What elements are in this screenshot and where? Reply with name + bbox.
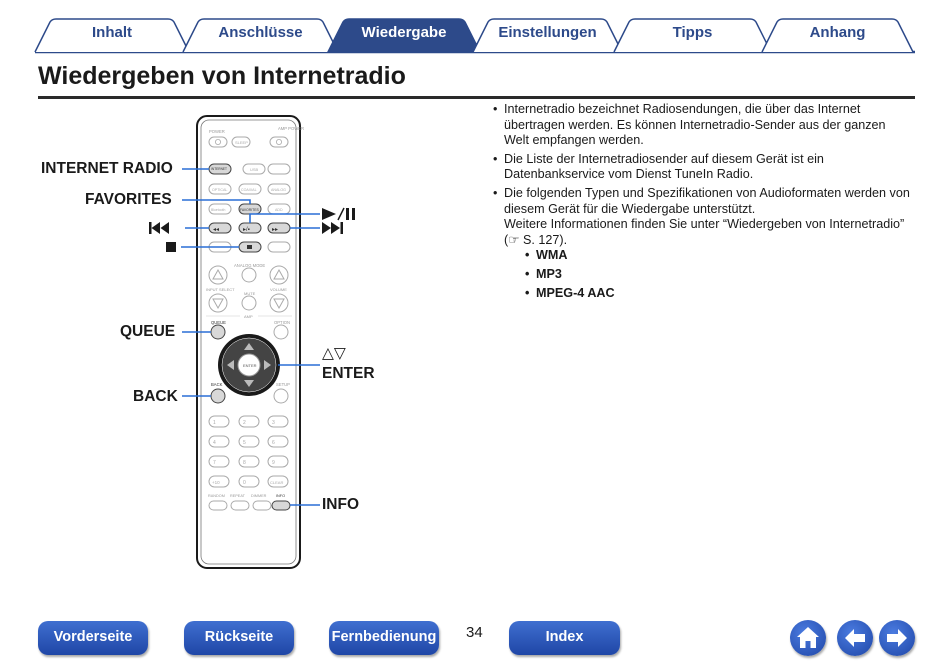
callout-enter: ENTER	[322, 365, 375, 382]
optical-button[interactable]	[209, 184, 231, 194]
chapter-tabs	[0, 0, 950, 60]
sleep-button[interactable]	[232, 137, 250, 147]
index-button[interactable]: Index	[509, 621, 620, 655]
amp-power-button[interactable]	[270, 137, 288, 147]
svg-text:ANALOG: ANALOG	[271, 188, 286, 192]
input-down-button[interactable]	[209, 294, 227, 312]
svg-text:INTERNET: INTERNET	[211, 167, 227, 171]
queue-label: QUEUE	[211, 320, 226, 325]
fast-forward-button[interactable]	[268, 242, 290, 252]
power-label: POWER	[209, 129, 225, 134]
input-up-button[interactable]	[209, 266, 227, 284]
volume-label: VOLUME	[270, 287, 287, 292]
home-icon	[790, 620, 826, 656]
bluetooth-button[interactable]	[209, 204, 231, 214]
setup-label: SETUP	[276, 382, 290, 387]
repeat-label: REPEAT	[230, 494, 245, 498]
skip-forward-button[interactable]	[268, 223, 290, 233]
svg-text:USB: USB	[250, 167, 259, 172]
svg-text:5: 5	[243, 440, 246, 446]
tab-tipps[interactable]: Tipps	[672, 24, 713, 41]
svg-text:4: 4	[213, 440, 216, 446]
callout-internet-radio: INTERNET RADIO	[41, 160, 173, 177]
content-text	[492, 102, 912, 304]
usb-button[interactable]	[243, 164, 265, 174]
svg-text:7: 7	[213, 460, 216, 466]
cursor-pad[interactable]	[218, 334, 280, 396]
formats-intro: Die folgenden Typen und Spezifikationen von Audioformaten werden von diesem Gerät für die Wiedergabe unterstützt.	[504, 185, 910, 216]
setup-button[interactable]	[274, 389, 288, 403]
random-button[interactable]	[209, 501, 227, 510]
info-button[interactable]	[272, 501, 290, 510]
back-page-button[interactable]: Rückseite	[184, 621, 294, 655]
svg-text:6: 6	[272, 440, 275, 446]
add-button[interactable]	[268, 204, 290, 214]
more-info-suffix: ).	[559, 232, 568, 247]
more-info-prefix: Weitere Informationen finden Sie unter “Wiedergeben von Internetradio” (	[504, 217, 905, 247]
tab-wiedergabe[interactable]: Wiedergabe	[361, 24, 447, 41]
svg-text:3: 3	[272, 420, 275, 426]
analog-mode-button[interactable]	[242, 268, 256, 282]
play-pause-button[interactable]	[239, 223, 261, 233]
bullet-list	[492, 102, 912, 301]
stop-button[interactable]	[239, 242, 261, 252]
home-button[interactable]	[790, 620, 826, 656]
tab-einstellungen[interactable]: Einstellungen	[498, 24, 597, 41]
analog-button[interactable]	[268, 184, 290, 194]
media-button[interactable]	[268, 164, 290, 174]
svg-text:FAVORITES: FAVORITES	[240, 208, 259, 212]
back-label: BACK	[211, 382, 223, 387]
mute-button[interactable]	[242, 296, 256, 310]
info-label: INFO	[276, 494, 286, 498]
callout-enter-arrows: △▽	[322, 345, 346, 362]
dimmer-label: DIMMER	[251, 494, 267, 498]
svg-text:OPTICAL: OPTICAL	[212, 188, 228, 192]
previous-page-button[interactable]	[837, 620, 873, 656]
queue-button[interactable]	[211, 325, 225, 339]
svg-text:SLEEP: SLEEP	[235, 140, 248, 145]
format-list	[504, 248, 912, 301]
svg-text:◂◂: ◂◂	[213, 227, 220, 233]
random-label: RANDOM	[208, 494, 225, 498]
svg-text:CLEAR: CLEAR	[270, 480, 284, 485]
callout-queue: QUEUE	[120, 323, 176, 340]
remote-illustration	[0, 100, 470, 580]
reference-hand-icon: ☞	[508, 232, 520, 247]
bullet-internetradio: • Internetradio bezeichnet Radiosendungen, die über das Internet übertragen werden. Es können Internetradio-Sender aus der ganzen Welt empfangen werden.	[492, 102, 912, 149]
favorites-button[interactable]	[239, 204, 261, 214]
page-number: 34	[466, 624, 483, 641]
next-page-button[interactable]	[879, 620, 915, 656]
svg-text:9: 9	[272, 460, 275, 466]
tab-anschluesse[interactable]: Anschlüsse	[218, 24, 303, 41]
svg-text:▸/▪: ▸/▪	[243, 227, 250, 233]
svg-text:ADD: ADD	[275, 208, 283, 212]
callout-back: BACK	[133, 388, 178, 405]
callout-favorites: FAVORITES	[85, 191, 172, 208]
page-title: Wiedergeben von Internetradio	[38, 62, 406, 90]
internet-radio-button[interactable]	[209, 164, 231, 174]
option-label: OPTION	[274, 320, 291, 325]
volume-up-button[interactable]	[270, 266, 288, 284]
coaxial-button[interactable]	[239, 184, 261, 194]
repeat-button[interactable]	[231, 501, 249, 510]
svg-text:+10: +10	[212, 480, 220, 485]
remote-control-button[interactable]: Fernbedienung	[329, 621, 439, 655]
back-button[interactable]	[211, 389, 225, 403]
svg-text:COAXIAL: COAXIAL	[241, 188, 257, 192]
bullet-tunein: • Die Liste der Internetradiosender auf diesem Gerät ist ein Datenbankservice vom Dienst TuneIn Radio.	[492, 152, 912, 183]
svg-text:2: 2	[243, 420, 246, 426]
amp-label: AMP	[244, 314, 253, 319]
amp-power-label: AMP POWER	[278, 126, 304, 131]
format-item: • WMA	[524, 248, 912, 264]
callout-info: INFO	[322, 496, 360, 513]
svg-text:Bluetooth: Bluetooth	[211, 208, 226, 212]
title-divider	[38, 96, 915, 99]
enter-button-label: ENTER	[243, 363, 257, 368]
volume-down-button[interactable]	[270, 294, 288, 312]
input-select-label: INPUT SELECT	[206, 287, 235, 292]
option-button[interactable]	[274, 325, 288, 339]
power-button[interactable]	[209, 137, 227, 147]
skip-back-button[interactable]	[209, 223, 231, 233]
format-item: • MPEG-4 AAC	[524, 286, 912, 302]
tab-inhalt[interactable]: Inhalt	[92, 24, 132, 41]
dimmer-button[interactable]	[253, 501, 271, 510]
svg-text:▸▸: ▸▸	[272, 227, 279, 233]
page-reference-link[interactable]: ☞ S. 127	[508, 232, 560, 247]
arrow-left-icon	[837, 620, 873, 656]
svg-text:0: 0	[243, 480, 246, 486]
tab-anhang[interactable]: Anhang	[809, 24, 866, 41]
svg-text:8: 8	[243, 460, 246, 466]
bullet-formats	[492, 186, 912, 301]
arrow-right-icon	[879, 620, 915, 656]
mute-label: MUTE	[244, 291, 256, 296]
analog-mode-label: ANALOG MODE	[234, 263, 266, 268]
front-page-button[interactable]: Vorderseite	[38, 621, 148, 655]
svg-text:1: 1	[213, 420, 216, 426]
format-item: • MP3	[524, 267, 912, 283]
